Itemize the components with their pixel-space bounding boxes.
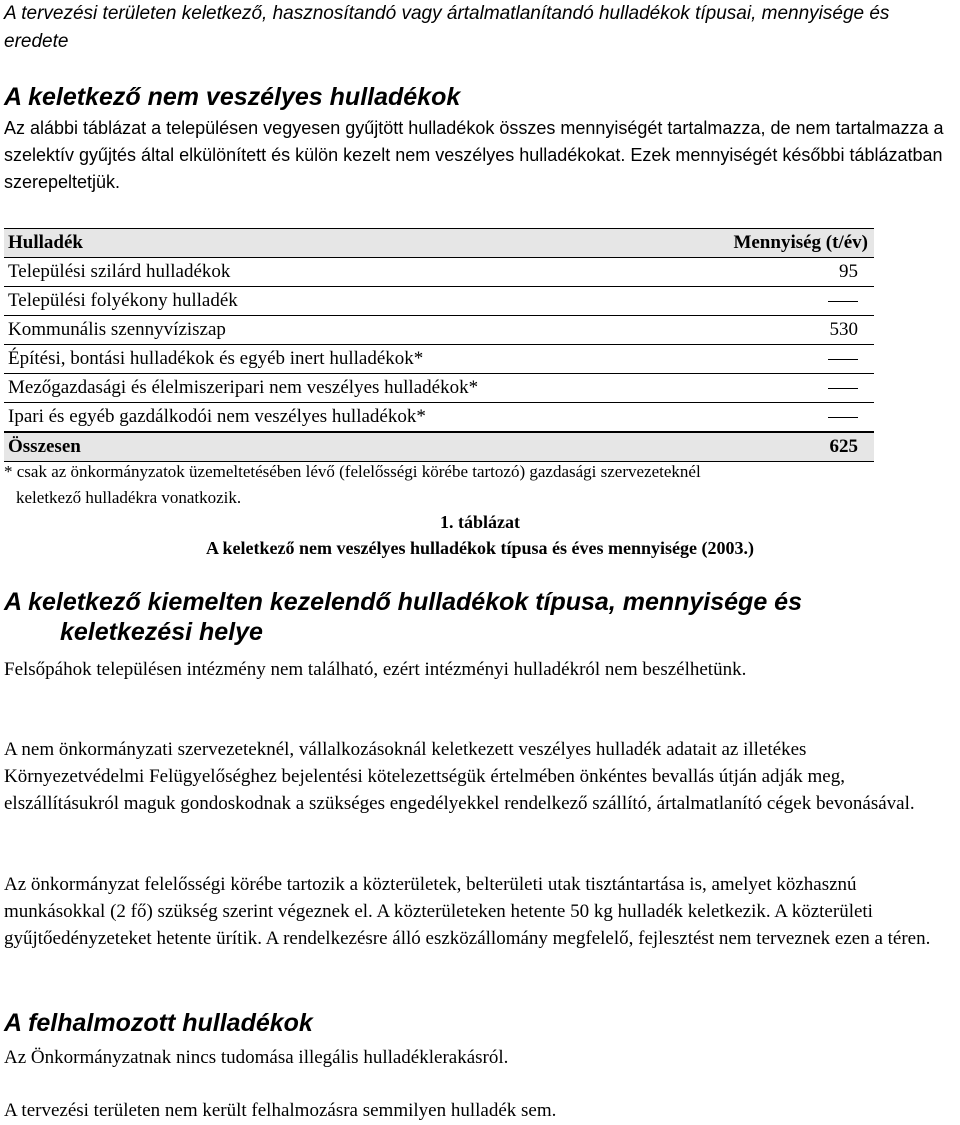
- row-quantity-dash: [644, 403, 874, 433]
- section-heading-special-waste: [4, 587, 944, 647]
- table-total-row: [4, 432, 874, 462]
- row-quantity: 95: [644, 258, 874, 287]
- paragraph-no-accumulation: A tervezési területen nem került felhalmozásra semmilyen hulladék sem.: [4, 1100, 557, 1121]
- dash-mark: [828, 417, 858, 418]
- table-row: [4, 258, 874, 287]
- row-name: Települési folyékony hulladék: [4, 287, 644, 316]
- column-header-waste: Hulladék: [4, 229, 644, 258]
- caption-title: A keletkező nem veszélyes hulladékok típusa és éves mennyisége (2003.): [206, 538, 754, 558]
- row-name: Települési szilárd hulladékok: [4, 258, 644, 287]
- footnote-line-1: * csak az önkormányzatok üzemeltetésében lévő (felelősségi körébe tartozó) gazdasági szervezeteknél: [4, 462, 701, 481]
- table-row: [4, 345, 874, 374]
- row-quantity-dash: [644, 345, 874, 374]
- table-footnote: [4, 459, 944, 511]
- section-heading-accumulated: A felhalmozott hulladékok: [4, 1009, 313, 1037]
- paragraph-public-areas: Az önkormányzat felelősségi körébe tartozik a közterületek, belterületi utak tisztántartása is, amelyet közhasznú munkásokkal (2 fő) szükség szerint végeznek el. A közterületeken hetente 50 kg hulladék keletkezik. A közterületi gyűjtőedényzeteket hetente ürítik. A rendelkezésre álló eszközállomány megfelelő, fejlesztést nem terveznek ezen a téren.: [4, 874, 931, 949]
- section-heading-non-hazardous: A keletkező nem veszélyes hulladékok: [4, 83, 461, 111]
- table-row: [4, 374, 874, 403]
- table-caption: [0, 509, 960, 561]
- row-name: Mezőgazdasági és élelmiszeripari nem veszélyes hulladékok*: [4, 374, 644, 403]
- row-name: Kommunális szennyvíziszap: [4, 316, 644, 345]
- column-header-quantity: Mennyiség (t/év): [644, 229, 874, 258]
- caption-number: 1. táblázat: [440, 512, 520, 532]
- intro-paragraph: Az alábbi táblázat a településen vegyesen gyűjtött hulladékok összes mennyiségét tartalmazza, de nem tartalmazza a szelektív gyűjtés által elkülönített és külön kezelt nem veszélyes hulladékokat. Ezek mennyiségét későbbi táblázatban szerepeltetjük.: [4, 118, 944, 192]
- total-quantity: 625: [644, 432, 874, 462]
- paragraph-non-municipal: A nem önkormányzati szervezeteknél, vállalkozásoknál keletkezett veszélyes hulladék adatait az illetékes Környezetvédelmi Felügyelőséghez bejelentési kötelezettségük értelmében önkéntes bevallás útján adják meg, elszállításukról maguk gondoskodnak a szükséges engedélyekkel rendelkező szállító, ártalmatlanító cégek bevonásával.: [4, 739, 915, 814]
- table-row: [4, 287, 874, 316]
- row-name: Építési, bontási hulladékok és egyéb inert hulladékok*: [4, 345, 644, 374]
- row-quantity-dash: [644, 287, 874, 316]
- dash-mark: [828, 359, 858, 360]
- waste-table: [4, 228, 874, 462]
- top-heading: A tervezési területen keletkező, hasznosítandó vagy ártalmatlanítandó hulladékok típusai, mennyisége és eredete: [4, 3, 890, 52]
- row-quantity-dash: [644, 374, 874, 403]
- paragraph-illegal-dumping: Az Önkormányzatnak nincs tudomása illegális hulladéklerakásról.: [4, 1047, 509, 1068]
- table-row: [4, 403, 874, 433]
- dash-mark: [828, 388, 858, 389]
- heading-line-1: A keletkező kiemelten kezelendő hulladékok típusa, mennyisége és: [4, 588, 802, 616]
- paragraph-institutional: Felsőpáhok településen intézmény nem található, ezért intézményi hulladékról nem beszélhetünk.: [4, 659, 747, 680]
- table-row: [4, 316, 874, 345]
- row-quantity: 530: [644, 316, 874, 345]
- dash-mark: [828, 301, 858, 302]
- heading-line-2: keletkezési helye: [60, 618, 263, 646]
- footnote-line-2: keletkező hulladékra vonatkozik.: [16, 488, 242, 507]
- row-name: Ipari és egyéb gazdálkodói nem veszélyes hulladékok*: [4, 403, 644, 433]
- total-label: Összesen: [4, 432, 644, 462]
- table-header-row: [4, 229, 874, 258]
